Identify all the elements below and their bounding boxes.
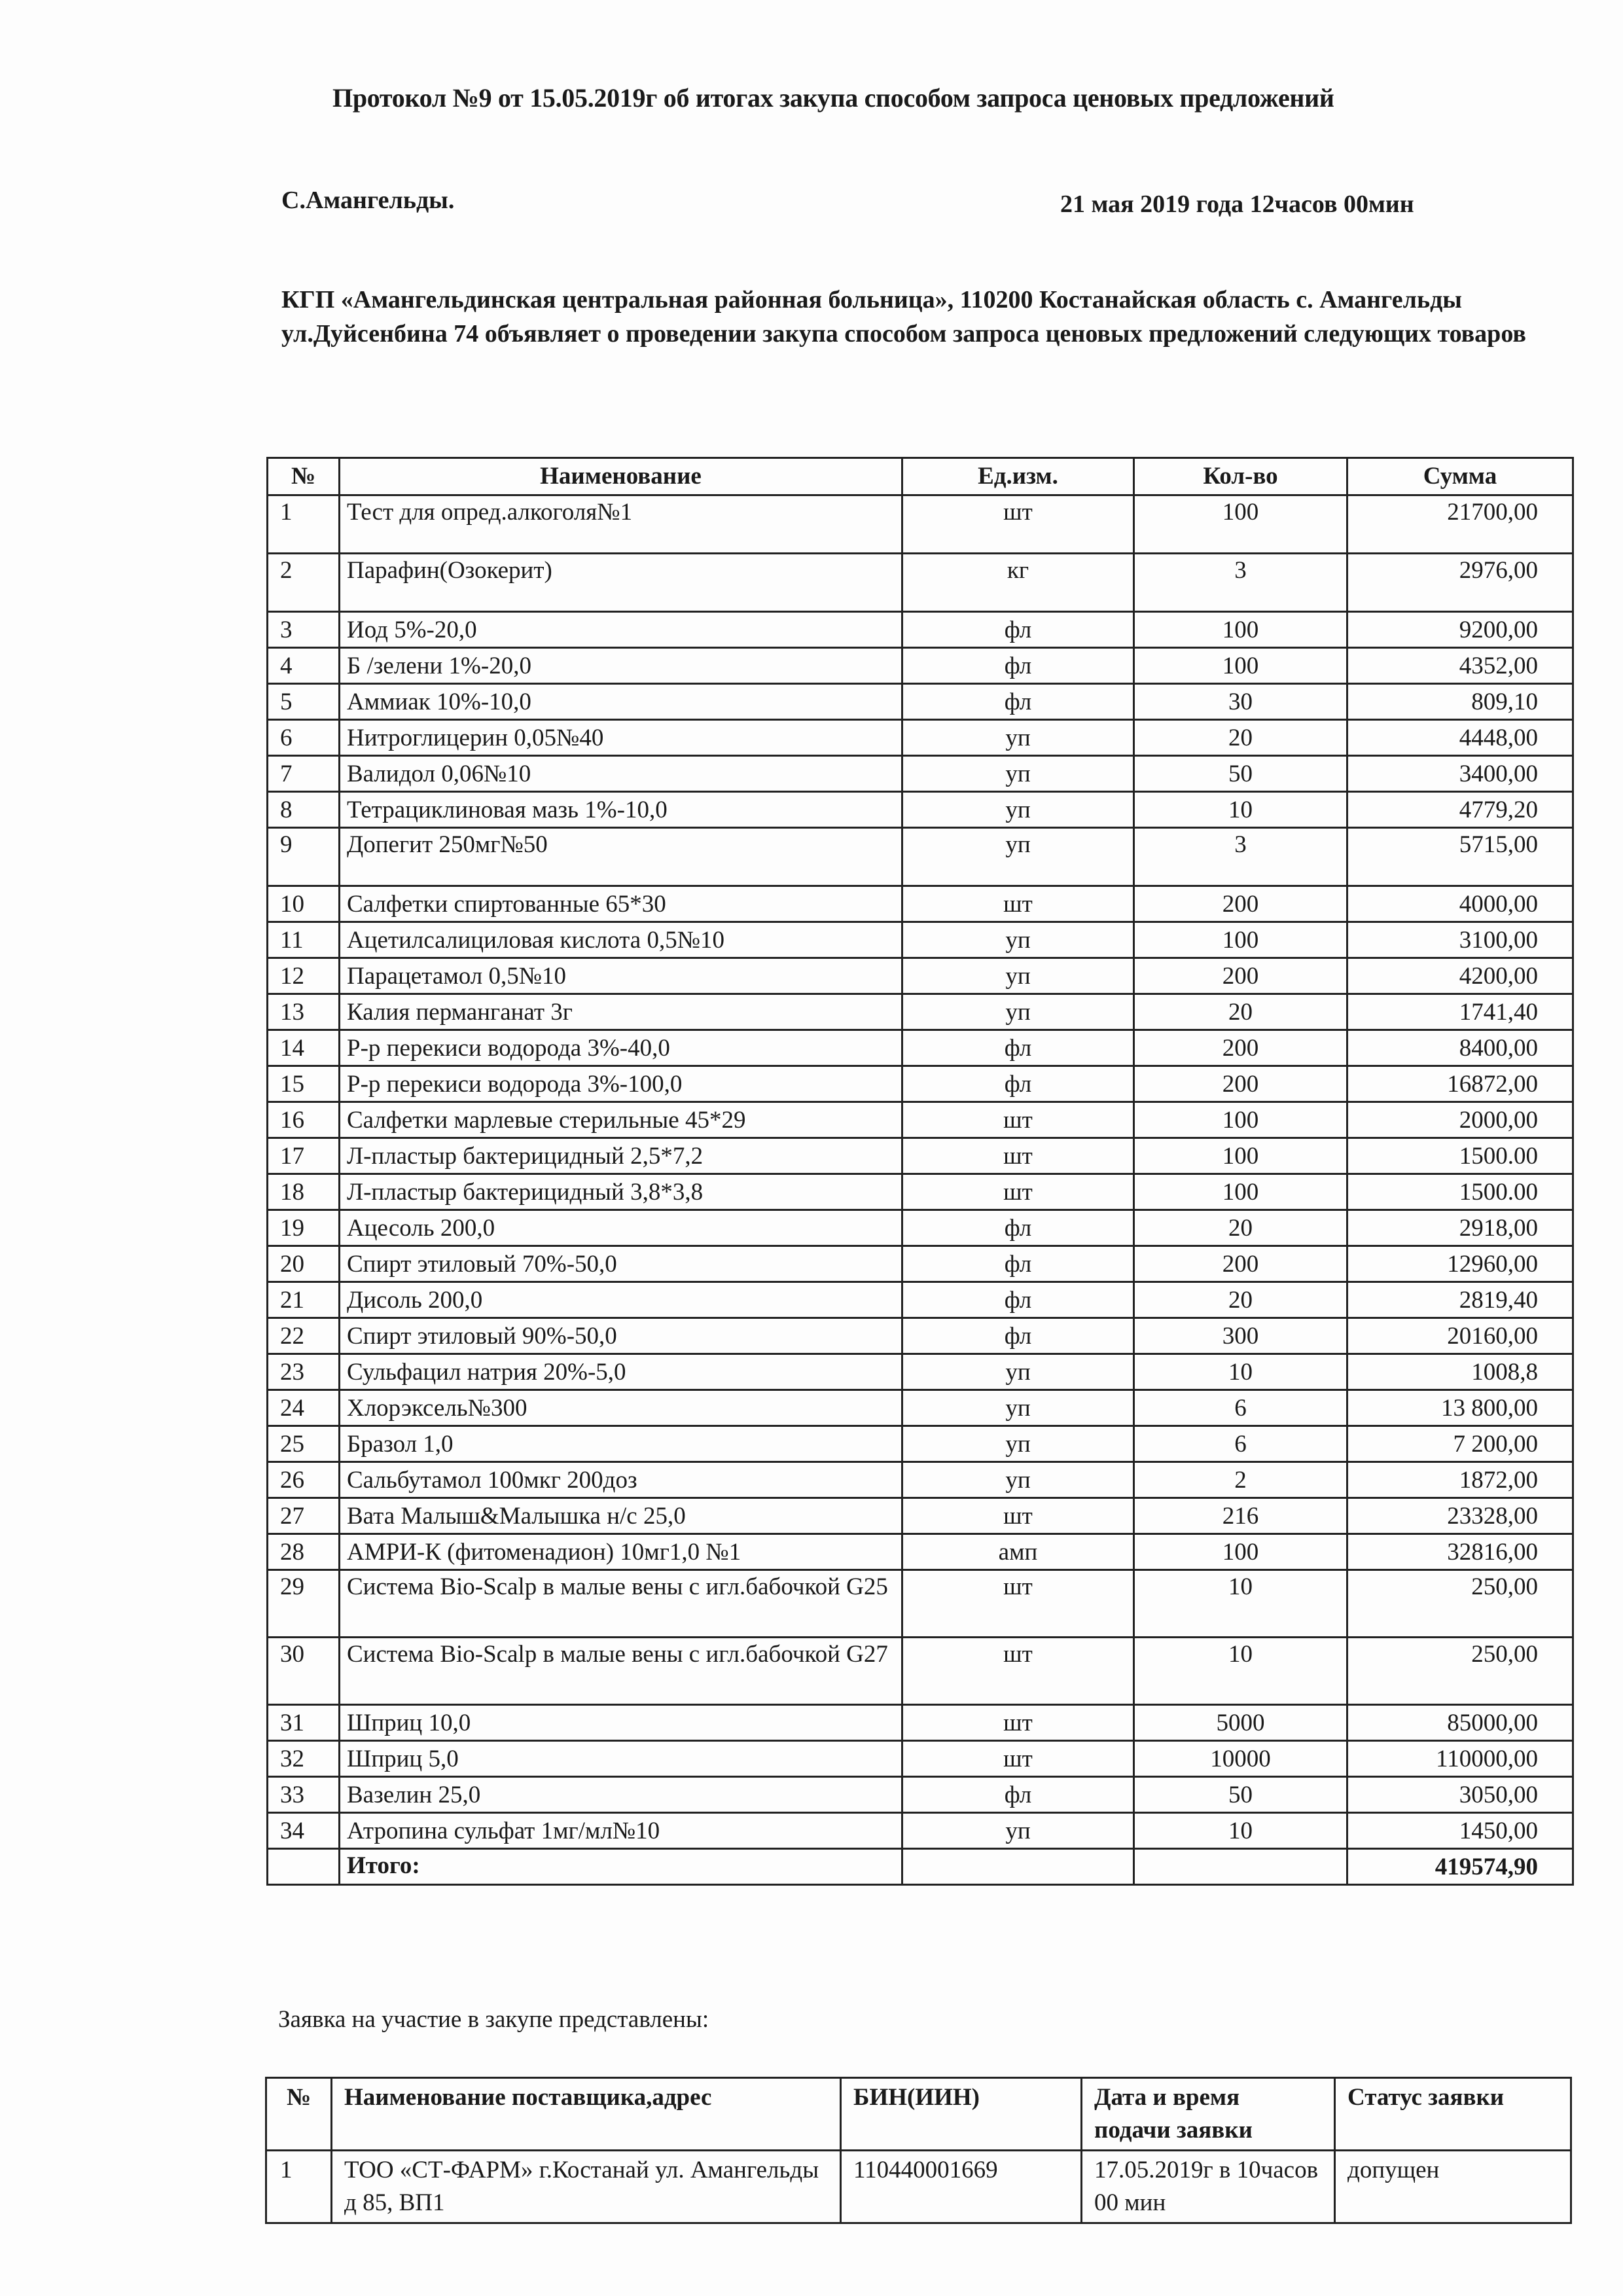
item-name: Б /зелени 1%-20,0 bbox=[340, 648, 902, 684]
item-sum: 1008,8 bbox=[1347, 1354, 1573, 1390]
item-name: Тест для опред.алкоголя№1 bbox=[340, 495, 902, 554]
table-row bbox=[268, 684, 1573, 720]
item-name: Аммиак 10%-10,0 bbox=[340, 684, 902, 720]
item-sum: 250,00 bbox=[1347, 1638, 1573, 1705]
supplier-name: ТОО «СТ-ФАРМ» г.Костанай ул. Амангельды д 85, ВП1 bbox=[332, 2151, 841, 2223]
item-unit: фл bbox=[902, 1066, 1134, 1102]
item-unit: фл bbox=[902, 1210, 1134, 1246]
table-row bbox=[268, 792, 1573, 828]
item-quantity: 216 bbox=[1134, 1498, 1347, 1534]
item-name: Сальбутамол 100мкг 200доз bbox=[340, 1462, 902, 1498]
row-number: 1 bbox=[268, 495, 340, 554]
item-name: Салфетки спиртованные 65*30 bbox=[340, 886, 902, 922]
item-sum: 250,00 bbox=[1347, 1570, 1573, 1638]
item-sum: 2918,00 bbox=[1347, 1210, 1573, 1246]
table-row bbox=[268, 1318, 1573, 1354]
document-place: С.Амангельды. bbox=[281, 187, 455, 214]
item-quantity: 20 bbox=[1134, 994, 1347, 1030]
row-number: 2 bbox=[268, 554, 340, 612]
row-number: 23 bbox=[268, 1354, 340, 1390]
item-sum: 2000,00 bbox=[1347, 1102, 1573, 1138]
item-quantity: 3 bbox=[1134, 554, 1347, 612]
items-table bbox=[266, 457, 1574, 1886]
submission-datetime: 17.05.2019г в 10часов 00 мин bbox=[1082, 2151, 1335, 2223]
item-sum: 3050,00 bbox=[1347, 1777, 1573, 1813]
table-row bbox=[268, 1138, 1573, 1174]
suppliers-table-header bbox=[266, 2078, 1571, 2151]
item-quantity: 200 bbox=[1134, 1066, 1347, 1102]
col-header-sum: Сумма bbox=[1347, 458, 1573, 495]
item-quantity: 100 bbox=[1134, 922, 1347, 958]
item-sum: 4200,00 bbox=[1347, 958, 1573, 994]
application-status: допущен bbox=[1335, 2151, 1571, 2223]
item-unit: уп bbox=[902, 828, 1134, 886]
row-number: 14 bbox=[268, 1030, 340, 1066]
table-row bbox=[268, 1777, 1573, 1813]
item-unit: амп bbox=[902, 1534, 1134, 1570]
item-name: Вата Малыш&Малышка н/с 25,0 bbox=[340, 1498, 902, 1534]
supplier-bin: 110440001669 bbox=[841, 2151, 1082, 2223]
table-row bbox=[268, 1705, 1573, 1741]
col-header-datetime: Дата и время подачи заявки bbox=[1082, 2078, 1335, 2151]
item-quantity: 300 bbox=[1134, 1318, 1347, 1354]
item-sum: 3100,00 bbox=[1347, 922, 1573, 958]
table-row bbox=[268, 1570, 1573, 1638]
col-header-no: № bbox=[268, 458, 340, 495]
item-quantity: 10 bbox=[1134, 1638, 1347, 1705]
table-row bbox=[268, 958, 1573, 994]
table-row bbox=[268, 1390, 1573, 1426]
row-number: 20 bbox=[268, 1246, 340, 1282]
item-unit: уп bbox=[902, 1462, 1134, 1498]
col-header-status: Статус заявки bbox=[1335, 2078, 1571, 2151]
item-name: Иод 5%-20,0 bbox=[340, 612, 902, 648]
item-sum: 23328,00 bbox=[1347, 1498, 1573, 1534]
item-sum: 7 200,00 bbox=[1347, 1426, 1573, 1462]
item-name: Вазелин 25,0 bbox=[340, 1777, 902, 1813]
table-row bbox=[268, 612, 1573, 648]
row-number: 22 bbox=[268, 1318, 340, 1354]
row-number: 13 bbox=[268, 994, 340, 1030]
item-quantity: 20 bbox=[1134, 1282, 1347, 1318]
item-quantity: 20 bbox=[1134, 1210, 1347, 1246]
item-sum: 13 800,00 bbox=[1347, 1390, 1573, 1426]
row-number: 10 bbox=[268, 886, 340, 922]
item-quantity: 20 bbox=[1134, 720, 1347, 756]
item-unit: фл bbox=[902, 1777, 1134, 1813]
item-unit: уп bbox=[902, 792, 1134, 828]
row-number: 15 bbox=[268, 1066, 340, 1102]
item-name: Р-р перекиси водорода 3%-40,0 bbox=[340, 1030, 902, 1066]
col-header-unit: Ед.изм. bbox=[902, 458, 1134, 495]
item-unit: уп bbox=[902, 958, 1134, 994]
item-name: Р-р перекиси водорода 3%-100,0 bbox=[340, 1066, 902, 1102]
item-name: Парацетамол 0,5№10 bbox=[340, 958, 902, 994]
item-unit: уп bbox=[902, 1426, 1134, 1462]
item-name: Система Bio-Scalp в малые вены с игл.бабочкой G25 bbox=[340, 1570, 902, 1638]
item-sum: 21700,00 bbox=[1347, 495, 1573, 554]
document-intro: КГП «Амангельдинская центральная районная больница», 110200 Костанайская область с. Амангельды ул.Дуйсенбина 74 объявляет о проведении закупа способом запроса ценовых предложений следующих товаров bbox=[281, 286, 1526, 348]
row-number: 19 bbox=[268, 1210, 340, 1246]
item-unit: фл bbox=[902, 684, 1134, 720]
row-number: 9 bbox=[268, 828, 340, 886]
table-row bbox=[268, 1030, 1573, 1066]
col-header-bin: БИН(ИИН) bbox=[841, 2078, 1082, 2151]
item-name: Шприц 5,0 bbox=[340, 1741, 902, 1777]
row-number: 8 bbox=[268, 792, 340, 828]
item-quantity: 200 bbox=[1134, 1030, 1347, 1066]
item-name: Атропина сульфат 1мг/мл№10 bbox=[340, 1813, 902, 1849]
row-number: 6 bbox=[268, 720, 340, 756]
item-name: Тетрациклиновая мазь 1%-10,0 bbox=[340, 792, 902, 828]
item-name: Л-пластыр бактерицидный 2,5*7,2 bbox=[340, 1138, 902, 1174]
table-row bbox=[268, 1534, 1573, 1570]
item-name: Л-пластыр бактерицидный 3,8*3,8 bbox=[340, 1174, 902, 1210]
item-name: Допегит 250мг№50 bbox=[340, 828, 902, 886]
item-quantity: 10 bbox=[1134, 1354, 1347, 1390]
item-unit: шт bbox=[902, 1570, 1134, 1638]
table-row bbox=[268, 922, 1573, 958]
item-unit: фл bbox=[902, 1318, 1134, 1354]
item-unit: фл bbox=[902, 1282, 1134, 1318]
item-unit: уп bbox=[902, 756, 1134, 792]
item-sum: 8400,00 bbox=[1347, 1030, 1573, 1066]
item-unit: фл bbox=[902, 648, 1134, 684]
table-row bbox=[268, 554, 1573, 612]
item-sum: 809,10 bbox=[1347, 684, 1573, 720]
document-datetime: 21 мая 2019 года 12часов 00мин bbox=[1060, 190, 1414, 218]
item-name: Шприц 10,0 bbox=[340, 1705, 902, 1741]
table-row bbox=[268, 886, 1573, 922]
row-number: 34 bbox=[268, 1813, 340, 1849]
row-number: 26 bbox=[268, 1462, 340, 1498]
item-name: АМРИ-К (фитоменадион) 10мг1,0 №1 bbox=[340, 1534, 902, 1570]
row-number: 30 bbox=[268, 1638, 340, 1705]
item-name: Салфетки марлевые стерильные 45*29 bbox=[340, 1102, 902, 1138]
table-row bbox=[268, 1741, 1573, 1777]
table-row bbox=[268, 1354, 1573, 1390]
supplier-row bbox=[266, 2151, 1571, 2223]
item-sum: 1741,40 bbox=[1347, 994, 1573, 1030]
item-quantity: 100 bbox=[1134, 1534, 1347, 1570]
item-unit: шт bbox=[902, 1174, 1134, 1210]
item-quantity: 10 bbox=[1134, 1813, 1347, 1849]
item-unit: фл bbox=[902, 1246, 1134, 1282]
item-unit: уп bbox=[902, 922, 1134, 958]
item-sum: 2976,00 bbox=[1347, 554, 1573, 612]
table-row bbox=[268, 1174, 1573, 1210]
items-table-header bbox=[268, 458, 1573, 495]
item-quantity: 10 bbox=[1134, 1570, 1347, 1638]
item-name: Спирт этиловый 90%-50,0 bbox=[340, 1318, 902, 1354]
col-header-name: Наименование bbox=[340, 458, 902, 495]
total-sum: 419574,90 bbox=[1347, 1849, 1573, 1885]
item-unit: уп bbox=[902, 994, 1134, 1030]
row-number: 33 bbox=[268, 1777, 340, 1813]
item-sum: 85000,00 bbox=[1347, 1705, 1573, 1741]
row-number: 7 bbox=[268, 756, 340, 792]
item-quantity: 100 bbox=[1134, 648, 1347, 684]
item-sum: 4779,20 bbox=[1347, 792, 1573, 828]
item-sum: 5715,00 bbox=[1347, 828, 1573, 886]
item-name: Бразол 1,0 bbox=[340, 1426, 902, 1462]
row-number: 4 bbox=[268, 648, 340, 684]
item-quantity: 6 bbox=[1134, 1390, 1347, 1426]
item-sum: 32816,00 bbox=[1347, 1534, 1573, 1570]
table-row bbox=[268, 1462, 1573, 1498]
item-sum: 1872,00 bbox=[1347, 1462, 1573, 1498]
item-quantity: 100 bbox=[1134, 1102, 1347, 1138]
item-name: Система Bio-Scalp в малые вены с игл.бабочкой G27 bbox=[340, 1638, 902, 1705]
total-label: Итого: bbox=[340, 1849, 902, 1885]
item-unit: шт bbox=[902, 1102, 1134, 1138]
item-unit: фл bbox=[902, 1030, 1134, 1066]
col-header-supplier: Наименование поставщика,адрес bbox=[332, 2078, 841, 2151]
item-quantity: 100 bbox=[1134, 1138, 1347, 1174]
col-header-no: № bbox=[266, 2078, 332, 2151]
item-name: Сульфацил натрия 20%-5,0 bbox=[340, 1354, 902, 1390]
table-row bbox=[268, 994, 1573, 1030]
item-quantity: 200 bbox=[1134, 958, 1347, 994]
item-name: Валидол 0,06№10 bbox=[340, 756, 902, 792]
item-sum: 4000,00 bbox=[1347, 886, 1573, 922]
row-number: 11 bbox=[268, 922, 340, 958]
table-row bbox=[268, 648, 1573, 684]
row-number: 21 bbox=[268, 1282, 340, 1318]
item-sum: 12960,00 bbox=[1347, 1246, 1573, 1282]
total-empty-qty bbox=[1134, 1849, 1347, 1885]
table-row bbox=[268, 1210, 1573, 1246]
row-number: 32 bbox=[268, 1741, 340, 1777]
item-name: Ацетилсалициловая кислота 0,5№10 bbox=[340, 922, 902, 958]
item-name: Дисоль 200,0 bbox=[340, 1282, 902, 1318]
item-unit: уп bbox=[902, 1813, 1134, 1849]
row-number: 12 bbox=[268, 958, 340, 994]
total-row bbox=[268, 1849, 1573, 1885]
item-sum: 4352,00 bbox=[1347, 648, 1573, 684]
item-quantity: 5000 bbox=[1134, 1705, 1347, 1741]
suppliers-section-label: Заявка на участие в закупе представлены: bbox=[278, 2006, 709, 2033]
item-unit: шт bbox=[902, 1638, 1134, 1705]
item-unit: шт bbox=[902, 1741, 1134, 1777]
row-number: 29 bbox=[268, 1570, 340, 1638]
item-quantity: 30 bbox=[1134, 684, 1347, 720]
item-sum: 4448,00 bbox=[1347, 720, 1573, 756]
row-number: 5 bbox=[268, 684, 340, 720]
item-quantity: 100 bbox=[1134, 1174, 1347, 1210]
table-row bbox=[268, 1282, 1573, 1318]
row-number: 28 bbox=[268, 1534, 340, 1570]
item-unit: уп bbox=[902, 1354, 1134, 1390]
row-number: 25 bbox=[268, 1426, 340, 1462]
item-quantity: 50 bbox=[1134, 1777, 1347, 1813]
item-unit: шт bbox=[902, 495, 1134, 554]
item-name: Парафин(Озокерит) bbox=[340, 554, 902, 612]
item-sum: 1500.00 bbox=[1347, 1174, 1573, 1210]
item-sum: 9200,00 bbox=[1347, 612, 1573, 648]
row-number: 3 bbox=[268, 612, 340, 648]
item-quantity: 3 bbox=[1134, 828, 1347, 886]
table-row bbox=[268, 1102, 1573, 1138]
item-name: Калия перманганат 3г bbox=[340, 994, 902, 1030]
item-sum: 1500.00 bbox=[1347, 1138, 1573, 1174]
item-sum: 1450,00 bbox=[1347, 1813, 1573, 1849]
row-number: 27 bbox=[268, 1498, 340, 1534]
item-quantity: 200 bbox=[1134, 1246, 1347, 1282]
total-empty-unit bbox=[902, 1849, 1134, 1885]
table-row bbox=[268, 1498, 1573, 1534]
table-row bbox=[268, 1066, 1573, 1102]
item-sum: 20160,00 bbox=[1347, 1318, 1573, 1354]
suppliers-table bbox=[265, 2077, 1572, 2224]
total-empty-no bbox=[268, 1849, 340, 1885]
item-unit: шт bbox=[902, 886, 1134, 922]
item-quantity: 6 bbox=[1134, 1426, 1347, 1462]
document-title: Протокол №9 от 15.05.2019г об итогах закупа способом запроса ценовых предложений bbox=[332, 83, 1334, 113]
table-row bbox=[268, 1246, 1573, 1282]
item-sum: 16872,00 bbox=[1347, 1066, 1573, 1102]
item-quantity: 200 bbox=[1134, 886, 1347, 922]
item-name: Нитроглицерин 0,05№40 bbox=[340, 720, 902, 756]
table-row bbox=[268, 1426, 1573, 1462]
table-row bbox=[268, 756, 1573, 792]
table-row bbox=[268, 1638, 1573, 1705]
item-quantity: 100 bbox=[1134, 495, 1347, 554]
item-unit: шт bbox=[902, 1705, 1134, 1741]
row-number: 1 bbox=[266, 2151, 332, 2223]
item-quantity: 2 bbox=[1134, 1462, 1347, 1498]
item-quantity: 100 bbox=[1134, 612, 1347, 648]
item-quantity: 50 bbox=[1134, 756, 1347, 792]
item-quantity: 10 bbox=[1134, 792, 1347, 828]
item-unit: уп bbox=[902, 720, 1134, 756]
item-unit: уп bbox=[902, 1390, 1134, 1426]
item-unit: шт bbox=[902, 1138, 1134, 1174]
item-unit: шт bbox=[902, 1498, 1134, 1534]
item-unit: фл bbox=[902, 612, 1134, 648]
row-number: 18 bbox=[268, 1174, 340, 1210]
row-number: 16 bbox=[268, 1102, 340, 1138]
table-row bbox=[268, 495, 1573, 554]
table-row bbox=[268, 720, 1573, 756]
table-row bbox=[268, 1813, 1573, 1849]
col-header-qty: Кол-во bbox=[1134, 458, 1347, 495]
row-number: 31 bbox=[268, 1705, 340, 1741]
item-sum: 110000,00 bbox=[1347, 1741, 1573, 1777]
row-number: 24 bbox=[268, 1390, 340, 1426]
item-name: Хлорэксель№300 bbox=[340, 1390, 902, 1426]
row-number: 17 bbox=[268, 1138, 340, 1174]
table-row bbox=[268, 828, 1573, 886]
item-sum: 2819,40 bbox=[1347, 1282, 1573, 1318]
item-name: Ацесоль 200,0 bbox=[340, 1210, 902, 1246]
item-sum: 3400,00 bbox=[1347, 756, 1573, 792]
item-name: Спирт этиловый 70%-50,0 bbox=[340, 1246, 902, 1282]
item-quantity: 10000 bbox=[1134, 1741, 1347, 1777]
item-unit: кг bbox=[902, 554, 1134, 612]
